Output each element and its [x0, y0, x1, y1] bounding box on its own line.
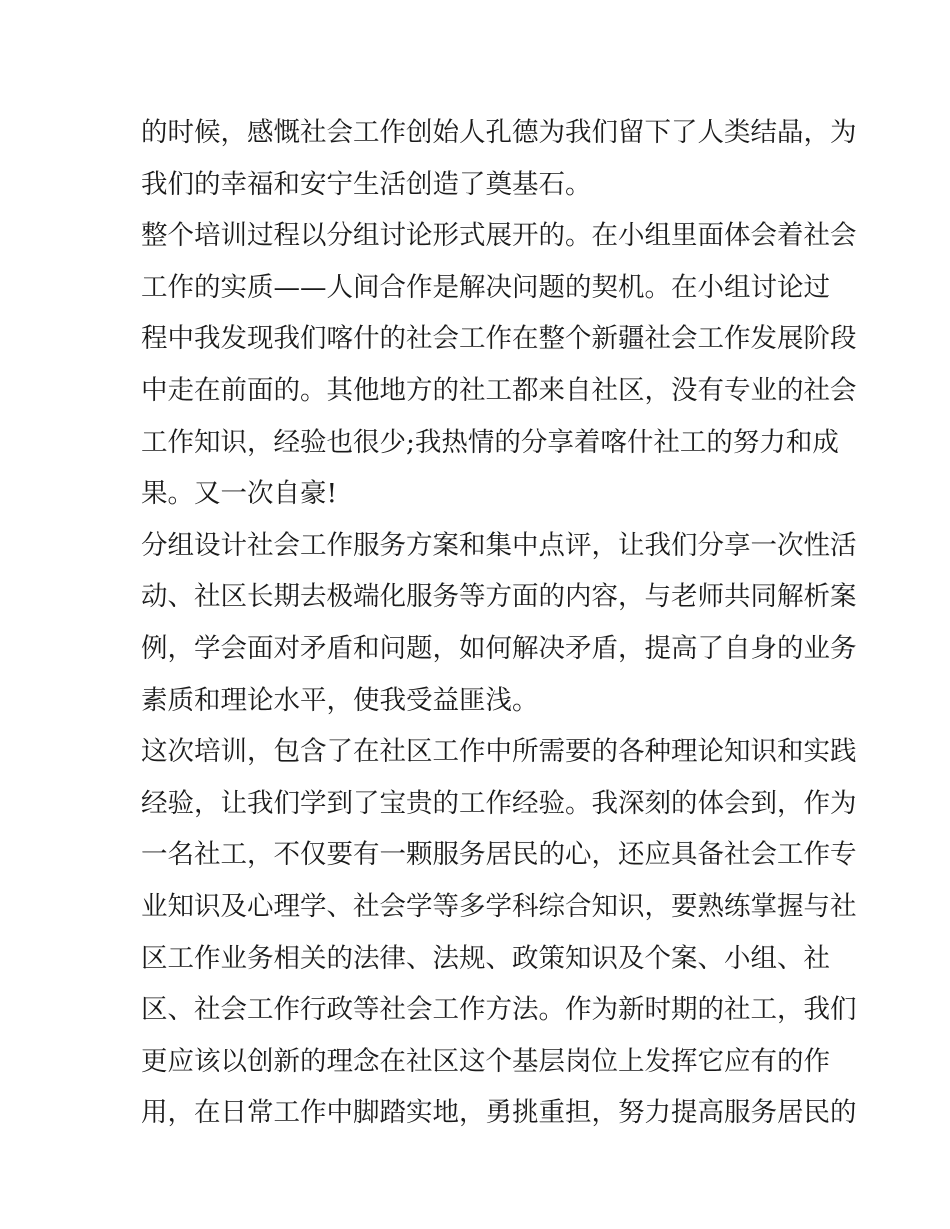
text-line: 区、社会工作行政等社会工作方法。作为新时期的社工，我们 — [141, 994, 857, 1026]
text-line: 工作的实质——人间合作是解决问题的契机。在小组讨论过 — [141, 271, 830, 303]
text-line: 果。又一次自豪! — [141, 478, 338, 510]
text-line: 更应该以创新的理念在社区这个基层岗位上发挥它应有的作 — [141, 1045, 830, 1077]
text-line: 分组设计社会工作服务方案和集中点评，让我们分享一次性活 — [141, 529, 857, 561]
text-line: 区工作业务相关的法律、法规、政策知识及个案、小组、社 — [141, 942, 830, 974]
text-line: 用，在日常工作中脚踏实地，勇挑重担，努力提高服务居民的 — [141, 1097, 857, 1129]
text-line: 程中我发现我们喀什的社会工作在整个新疆社会工作发展阶段 — [141, 323, 857, 355]
text-line: 整个培训过程以分组讨论形式展开的。在小组里面体会着社会 — [141, 220, 857, 252]
text-line: 这次培训，包含了在社区工作中所需要的各种理论知识和实践 — [141, 736, 857, 768]
body-text — [141, 107, 857, 1139]
text-line: 素质和理论水平，使我受益匪浅。 — [141, 684, 539, 716]
text-line: 中走在前面的。其他地方的社工都来自社区，没有专业的社会 — [141, 374, 857, 406]
text-line: 例，学会面对矛盾和问题，如何解决矛盾，提高了自身的业务 — [141, 632, 857, 664]
text-line: 的时候，感慨社会工作创始人孔德为我们留下了人类结晶，为 — [141, 117, 857, 148]
text-line: 经验，让我们学到了宝贵的工作经验。我深刻的体会到，作为 — [141, 787, 857, 819]
text-line: 动、社区长期去极端化服务等方面的内容，与老师共同解析案 — [141, 581, 857, 613]
text-line: 我们的幸福和安宁生活创造了奠基石。 — [141, 168, 592, 200]
text-line: 一名社工，不仅要有一颗服务居民的心，还应具备社会工作专 — [141, 839, 857, 871]
text-line: 工作知识，经验也很少;我热情的分享着喀什社工的努力和成 — [141, 426, 839, 458]
text-line: 业知识及心理学、社会学等多学科综合知识，要熟练掌握与社 — [141, 890, 857, 922]
